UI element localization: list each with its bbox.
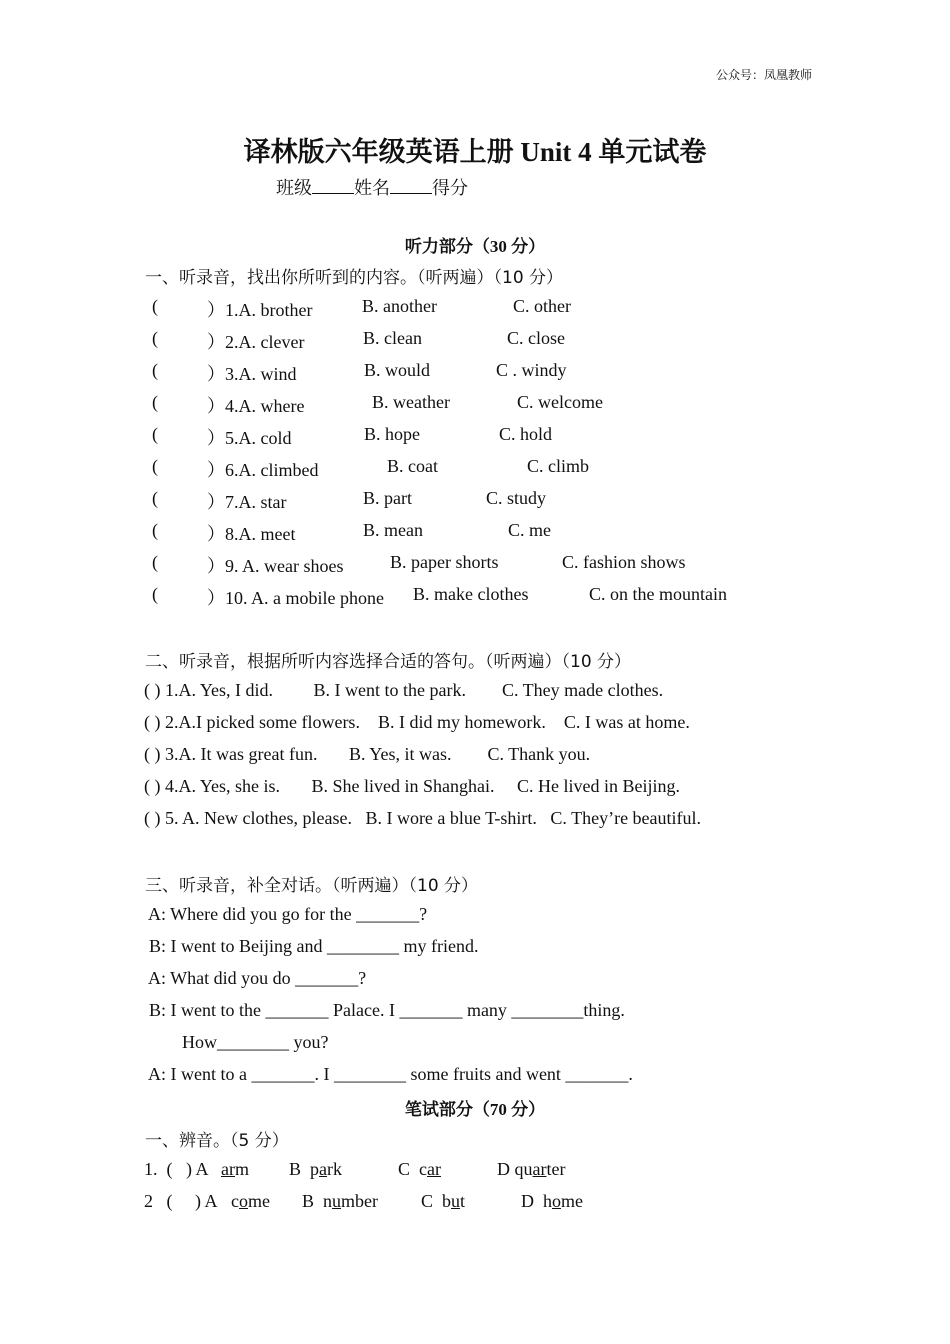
item-option-c: C. close — [507, 328, 565, 348]
dialogue-line: B: I went to Beijing and ________ my friend. — [149, 936, 479, 956]
item-option-c: C. welcome — [517, 392, 603, 412]
question-number: 1. ( ) A — [144, 1159, 209, 1179]
open-paren: ( — [152, 424, 158, 444]
item-question: ）9. A. wear shoes — [207, 556, 344, 576]
class-label: 班级 — [276, 178, 312, 199]
item-question: ）8.A. meet — [207, 524, 296, 544]
item-question: ）2.A. clever — [207, 332, 305, 352]
dialogue-line: A: What did you do _______? — [148, 968, 367, 988]
word-part: h — [543, 1191, 552, 1211]
student-info-line — [276, 174, 468, 200]
option-d — [497, 1159, 565, 1180]
option-label: C — [398, 1159, 411, 1179]
part1-heading: 一、听录音，找出你所听到的内容。（听两遍）（10 分） — [145, 268, 564, 288]
option-c — [398, 1159, 441, 1180]
open-paren: ( — [152, 584, 158, 604]
list-item: ( ) 3.A. It was great fun. B. Yes, it was. C. Thank you. — [144, 744, 591, 764]
word-part: p — [310, 1159, 320, 1179]
option-a — [231, 1191, 270, 1212]
item-question: ）5.A. cold — [207, 428, 292, 448]
item-question: ）1.A. brother — [207, 300, 313, 320]
option-label: D — [497, 1159, 510, 1179]
open-paren: ( — [152, 520, 158, 540]
page-title: 译林版六年级英语上册 Unit 4 单元试卷 — [243, 137, 707, 167]
item-option-b: B. hope — [364, 424, 420, 444]
listening-heading: 听力部分（30 分） — [404, 237, 546, 256]
item-option-b: B. coat — [387, 456, 438, 476]
underlined-letters: u — [332, 1191, 342, 1211]
item-option-b: B. part — [363, 488, 412, 508]
word-part: rk — [327, 1159, 343, 1179]
name-blank — [390, 177, 432, 194]
header-note: 公众号：凤凰教师 — [715, 68, 812, 82]
option-a — [221, 1159, 249, 1180]
item-option-c: C. hold — [499, 424, 553, 444]
open-paren: ( — [152, 488, 158, 508]
word-part: me — [248, 1191, 270, 1211]
option-c — [421, 1191, 465, 1212]
dialogue-line: A: Where did you go for the _______? — [148, 904, 428, 924]
item-question: ）3.A. wind — [207, 364, 297, 384]
dialogue-line: A: I went to a _______. I ________ some fruits and went _______. — [148, 1064, 633, 1084]
item-option-b: B. paper shorts — [390, 552, 499, 572]
option-d — [521, 1191, 583, 1212]
item-option-c: C. other — [513, 296, 571, 316]
open-paren: ( — [152, 456, 158, 476]
option-label: B — [302, 1191, 315, 1211]
item-option-c: C. study — [486, 488, 547, 508]
part3-heading: 三、听录音，补全对话。（听两遍）（10 分） — [145, 876, 479, 896]
open-paren: ( — [152, 296, 158, 316]
word-part: mber — [341, 1191, 378, 1211]
list-item: ( ) 2.A.I picked some flowers. B. I did my homework. C. I was at home. — [144, 712, 690, 732]
option-b — [302, 1191, 378, 1212]
list-item: ( ) 1.A. Yes, I did. B. I went to the park. C. They made clothes. — [144, 680, 664, 700]
option-label: D — [521, 1191, 534, 1211]
underlined-letters: u — [451, 1191, 461, 1211]
item-question: ）6.A. climbed — [207, 460, 319, 480]
word-part: t — [460, 1191, 466, 1211]
item-option-c: C . windy — [496, 360, 567, 380]
item-option-c: C. climb — [527, 456, 589, 476]
word-part: c — [231, 1191, 239, 1211]
open-paren: ( — [152, 360, 158, 380]
name-label: 姓名 — [354, 178, 390, 199]
underlined-letters: ar — [427, 1159, 441, 1179]
option-label: B — [289, 1159, 302, 1179]
word-part: me — [561, 1191, 583, 1211]
written1-heading: 一、辨音。（5 分） — [145, 1131, 289, 1151]
item-question: ）7.A. star — [207, 492, 287, 512]
class-blank — [312, 177, 354, 194]
item-option-b: B. weather — [372, 392, 450, 412]
question-number: 2 ( ) A — [144, 1191, 218, 1211]
word-part: qu — [514, 1159, 533, 1179]
word-part: n — [323, 1191, 333, 1211]
option-label: C — [421, 1191, 434, 1211]
item-option-c: C. on the mountain — [589, 584, 727, 604]
option-b — [289, 1159, 342, 1180]
list-item: ( ) 5. A. New clothes, please. B. I wore a blue T-shirt. C. They’re beautiful. — [144, 808, 702, 828]
item-option-b: B. make clothes — [413, 584, 529, 604]
written-heading: 笔试部分（70 分） — [404, 1100, 546, 1119]
word-part: c — [419, 1159, 428, 1179]
item-option-b: B. would — [364, 360, 431, 380]
open-paren: ( — [152, 392, 158, 412]
open-paren: ( — [152, 552, 158, 572]
item-option-b: B. mean — [363, 520, 423, 540]
dialogue-line: How________ you? — [182, 1032, 329, 1052]
score-label: 得分 — [432, 178, 468, 199]
item-option-c: C. fashion shows — [562, 552, 686, 572]
list-item: ( ) 4.A. Yes, she is. B. She lived in Shanghai. C. He lived in Beijing. — [144, 776, 680, 796]
underlined-letters: ar — [532, 1159, 547, 1179]
word-part: ter — [546, 1159, 566, 1179]
underlined-letters: o — [552, 1191, 561, 1211]
item-option-b: B. clean — [363, 328, 422, 348]
underlined-letters: o — [239, 1191, 248, 1211]
word-part: m — [234, 1159, 249, 1179]
item-question: ）10. A. a mobile phone — [207, 588, 384, 608]
underlined-letters: a — [319, 1159, 328, 1179]
open-paren: ( — [152, 328, 158, 348]
word-part: b — [442, 1191, 452, 1211]
dialogue-line: B: I went to the _______ Palace. I _______ many ________thing. — [149, 1000, 625, 1020]
item-option-b: B. another — [362, 296, 437, 316]
item-question: ）4.A. where — [207, 396, 305, 416]
item-option-c: C. me — [508, 520, 551, 540]
underlined-letters: ar — [221, 1159, 235, 1179]
part2-heading: 二、听录音，根据所听内容选择合适的答句。（听两遍）（10 分） — [145, 652, 632, 672]
